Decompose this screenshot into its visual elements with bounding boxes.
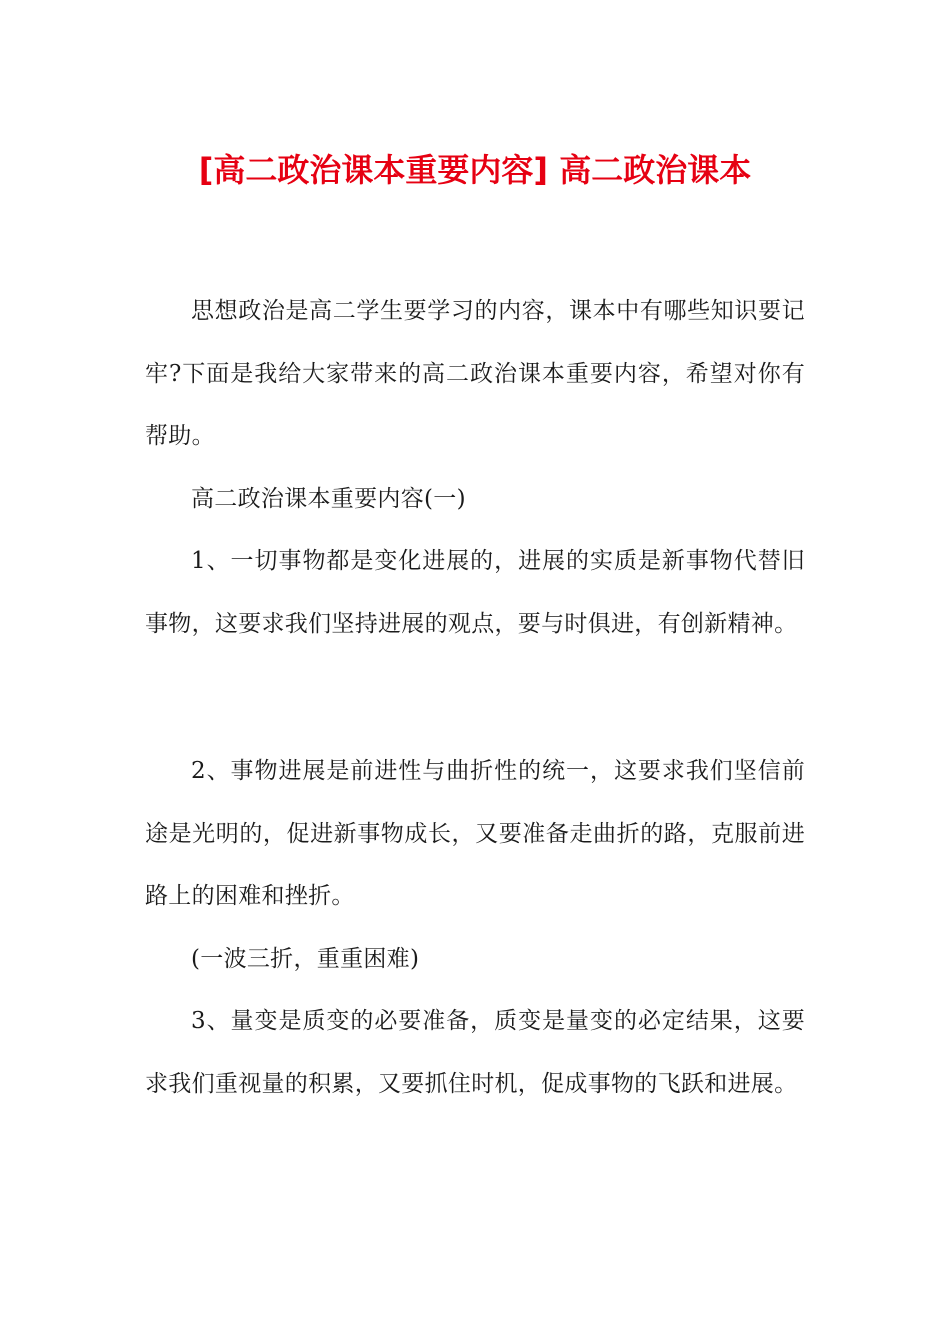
page-title: [高二政治课本重要内容] 高二政治课本 — [198, 151, 752, 189]
section-heading: 高二政治课本重要内容(一) — [191, 485, 466, 512]
paragraph-point-2: 2、事物进展是前进性与曲折性的统一，这要求我们坚信前途是光明的，促进新事物成长，又要准备走曲折的路，克服前进路上的困难和挫折。 — [145, 758, 805, 909]
paragraph-point-3: 3、量变是质变的必要准备，质变是量变的必定结果，这要求我们重视量的积累，又要抓住时机，促成事物的飞跃和进展。 — [145, 1008, 805, 1097]
paragraph-intro: 思想政治是高二学生要学习的内容，课本中有哪些知识要记牢?下面是我给大家带来的高二政治课本重要内容，希望对你有帮助。 — [145, 298, 805, 449]
paragraph-point-1: 1、一切事物都是变化进展的，进展的实质是新事物代替旧事物，这要求我们坚持进展的观点，要与时俱进，有创新精神。 — [145, 548, 805, 637]
document-body — [145, 280, 805, 1115]
paragraph-note: (一波三折，重重困难) — [191, 945, 420, 972]
